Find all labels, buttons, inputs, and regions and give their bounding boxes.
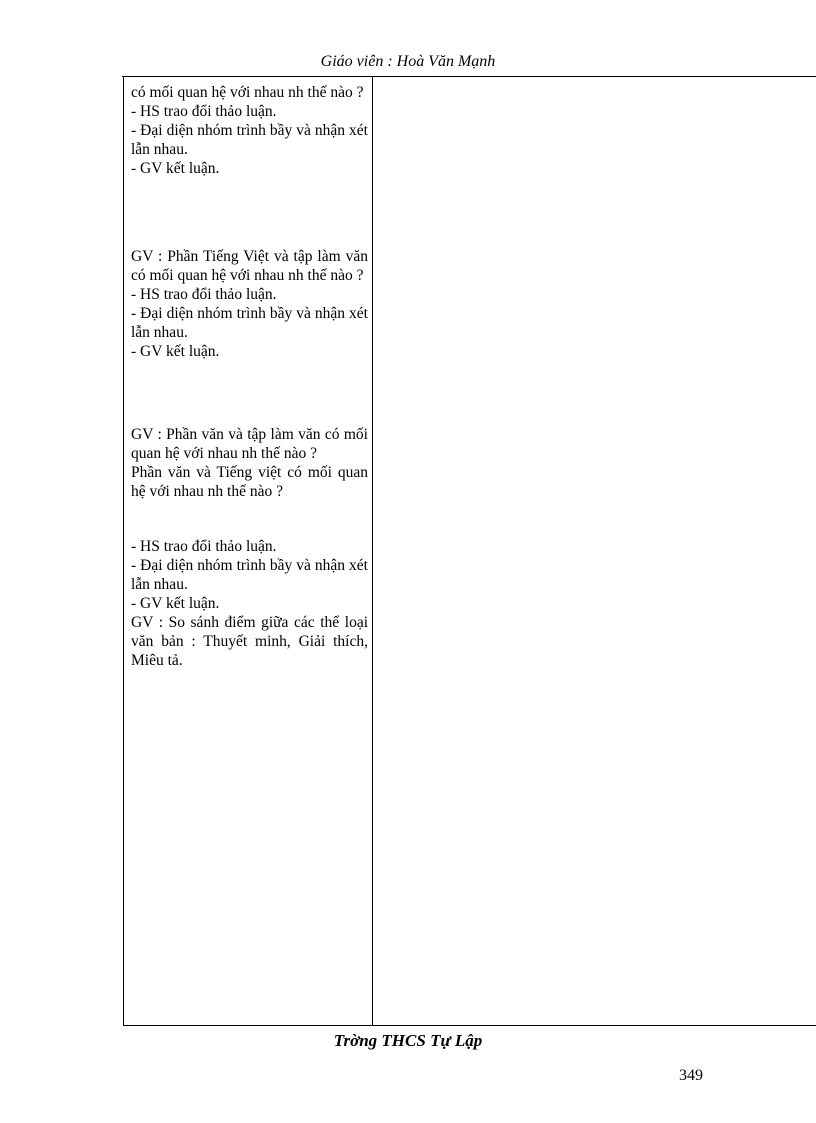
- page-footer: Trờng THCS Tự Lập: [333, 1031, 483, 1050]
- left-line: - Đại diện nhóm trình bầy và nhận xét lẫn nhau.: [131, 305, 368, 341]
- lesson-table: [123, 77, 816, 1026]
- table-left-border: [123, 77, 124, 1026]
- left-line: GV : So sánh điểm giữa các thể loại văn bản : Thuyết minh, Giải thích, Miêu tả.: [131, 614, 368, 669]
- table-bottom-border: [123, 1025, 816, 1026]
- left-line: - Đại diện nhóm trình bầy và nhận xét lẫn nhau.: [131, 122, 368, 158]
- left-line: - HS trao đổi thảo luận.: [131, 286, 277, 303]
- left-line: Phần văn và Tiếng việt có mối quan hệ với nhau nh thế nào ?: [131, 464, 368, 500]
- page-number: 349: [679, 1067, 703, 1084]
- left-line: GV : Phần văn và tập làm văn có mối quan hệ với nhau nh thế nào ?: [131, 426, 368, 462]
- left-line: - HS trao đổi thảo luận.: [131, 103, 277, 120]
- left-line: có mối quan hệ với nhau nh thế nào ?: [131, 84, 364, 101]
- left-line: - GV kết luận.: [131, 343, 220, 360]
- left-block-2: [131, 247, 368, 361]
- left-line: - GV kết luận.: [131, 595, 220, 612]
- left-line: - Đại diện nhóm trình bầy và nhận xét lẫn nhau.: [131, 557, 368, 593]
- left-line: - HS trao đổi thảo luận.: [131, 538, 277, 555]
- left-line: - GV kết luận.: [131, 160, 220, 177]
- column-divider: [372, 77, 373, 1026]
- left-line: GV : Phần Tiếng Việt và tập làm văn có mối quan hệ với nhau nh thế nào ?: [131, 248, 368, 284]
- left-block-3: [131, 425, 368, 501]
- left-block-1: [131, 83, 368, 178]
- left-block-4: [131, 537, 368, 670]
- page-header: Giáo viên : Hoà Văn Mạnh: [320, 53, 496, 70]
